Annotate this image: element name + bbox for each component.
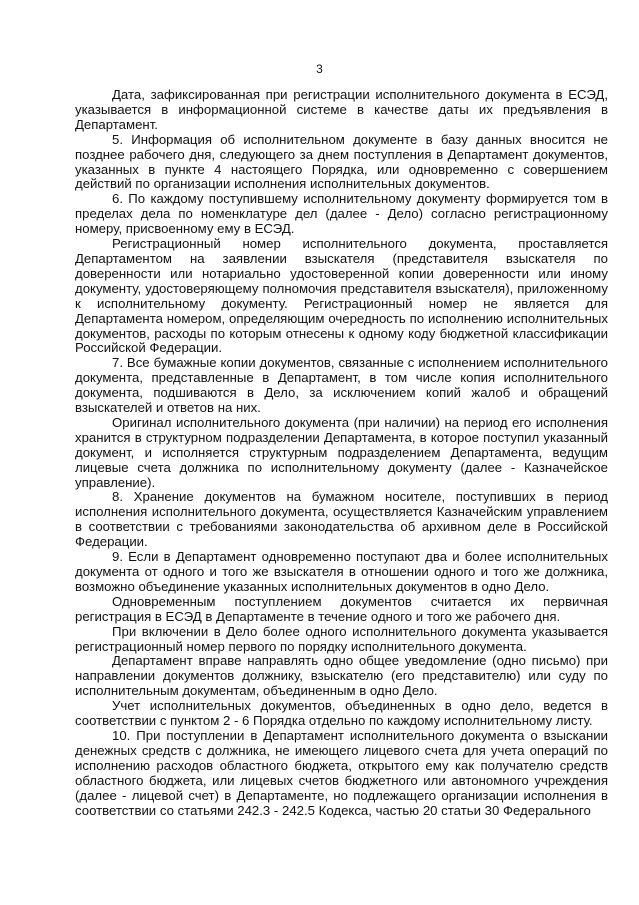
paragraph: Одновременным поступлением документов считается их первичная регистрация в ЕСЭД в Департаменте в течение одного и того же рабочего дня. [75,593,608,624]
paragraph: 9. Если в Департамент одновременно поступают два и более исполнительных документа от одного и того же взыскателя в отношении одного и того же должника, возможно объединение указанных исполнительных документов в одно Дело. [75,549,608,594]
paragraph: Учет исполнительных документов, объединенных в одно дело, ведется в соответствии с пунктом 2 - 6 Порядка отдельно по каждому исполнительному листу. [75,698,608,729]
page-number: 3 [316,62,323,76]
paragraph: Департамент вправе направлять одно общее уведомление (одно письмо) при направлении документов должнику, взыскателю (его представителю) или суду по исполнительным документам, объединенным в одно Дело. [75,653,608,699]
paragraph: Регистрационный номер исполнительного документа, проставляется Департаментом на заявлении взыскателя (представителя взыскателя по доверенности или нотариально удостоверенной копии доверенности или иному документу, удостоверяющему полномочия представителя взыскателя), приложенному к исполнительному документу. Регистрационный номер не является для Департамента номером, определяющим очередность по исполнению исполнительных документов, расходы по которым отнесены к одному коду бюджетной классификации Российской Федерации. [75,236,608,356]
paragraph: 5. Информация об исполнительном документе в базу данных вносится не позднее рабочего дня, следующего за днем поступления в Департамент документов, указанных в пункте 4 настоящего Порядка, или одновременно с совершением действий по организации исполнения исполнительных документов. [75,131,608,192]
paragraph: 8. Хранение документов на бумажном носителе, поступивших в период исполнения исполнительного документа, осуществляется Казначейским управлением в соответствии с требованиями законодательства об архивном деле в Российской Федерации. [75,489,608,550]
paragraph: При включении в Дело более одного исполнительного документа указывается регистрационный номер первого по порядку исполнительного документа. [75,623,608,654]
paragraph: 10. При поступлении в Департамент исполнительного документа о взыскании денежных средств с должника, не имеющего лицевого счета для учета операций по исполнению расходов областного бюджета, открытого ему как получателю средств областного бюджета, или лицевых счетов бюджетного или автономного учреждения (далее - лицевой счет) в Департаменте, но подлежащего организации исполнения в соответствии со статьями 242.3 - 242.5 Кодекса, частью 20 статьи 30 Федерального [75,727,608,818]
paragraph: Дата, зафиксированная при регистрации исполнительного документа в ЕСЭД, указывается в информационной системе в качестве даты их предъявления в Департамент. [75,87,608,132]
paragraph: 7. Все бумажные копии документов, связанные с исполнением исполнительного документа, представленные в Департамент, в том числе копия исполнительного документа, подшиваются в Дело, за исключением копий жалоб и обращений взыскателей и ответов на них. [75,355,608,416]
paragraph: Оригинал исполнительного документа (при наличии) на период его исполнения хранится в структурном подразделении Департамента, в которое поступил указанный документ, и исполняется структурным подразделением Департамента, ведущим лицевые счета должника по исполнительному документу (далее - Казначейское управление). [75,414,608,490]
paragraph: 6. По каждому поступившему исполнительному документу формируется том в пределах дела по номенклатуре дел (далее - Дело) согласно регистрационному номеру, присвоенному ему в ЕСЭД. [75,191,608,237]
document-body [75,88,608,818]
